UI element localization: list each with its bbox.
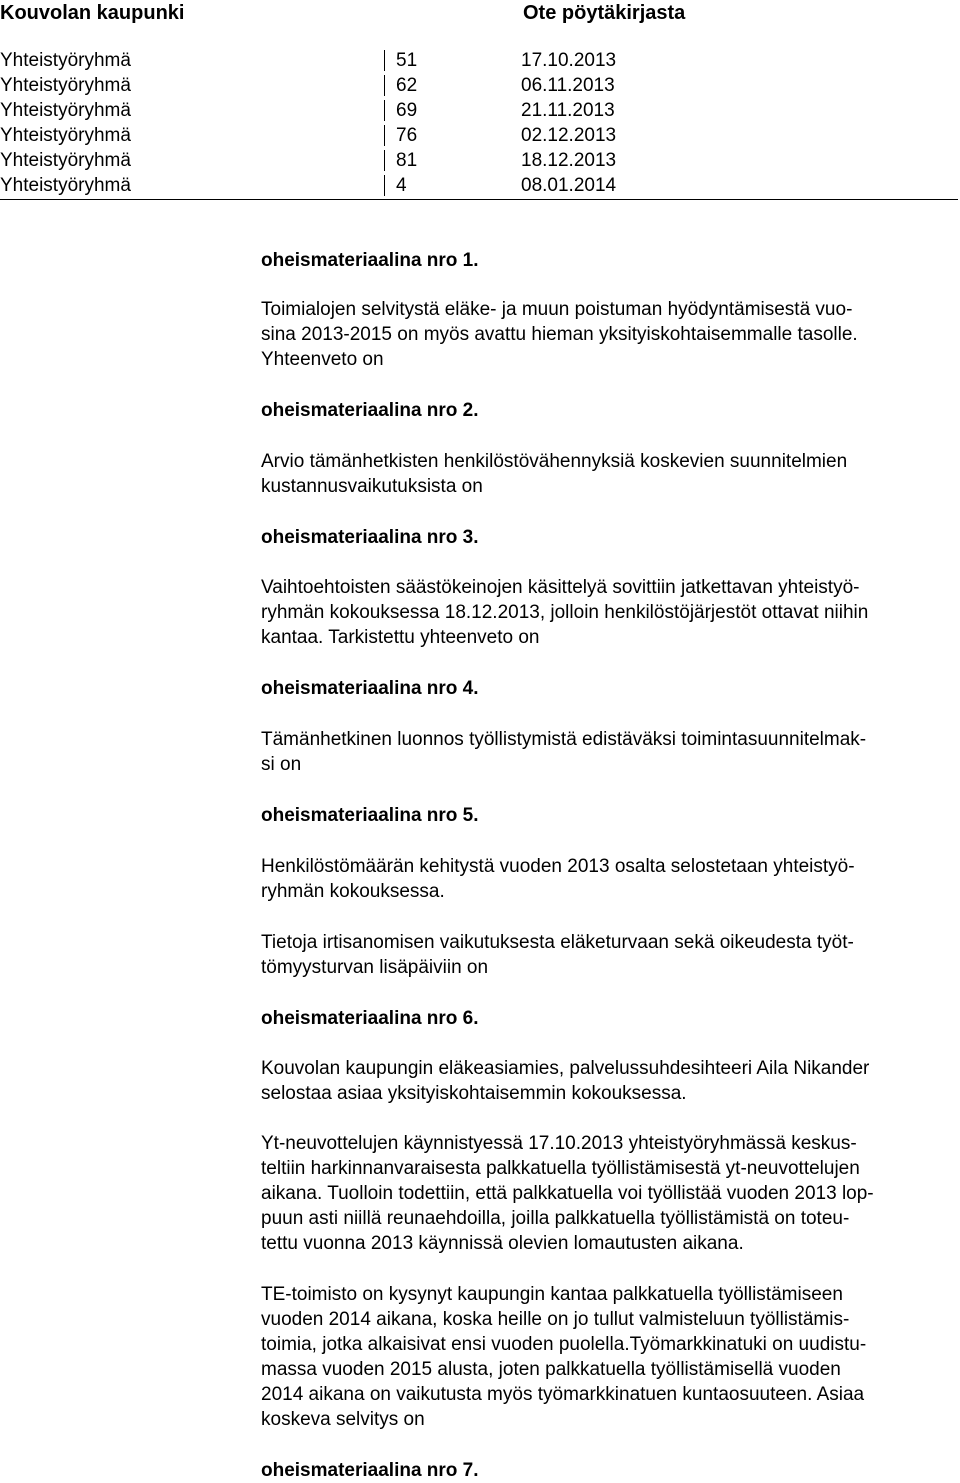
paragraph-pension-advisor	[261, 1056, 959, 1106]
meeting-date: 18.12.2013	[521, 150, 617, 171]
meeting-row	[0, 48, 958, 73]
meeting-date: 06.11.2013	[521, 75, 615, 96]
meeting-group: Yhteistyöryhmä	[0, 125, 131, 146]
paragraph-line: koskeva selvitys on	[261, 1409, 425, 1430]
annex-reference: oheismateriaalina nro 6.	[261, 1008, 479, 1029]
paragraph-line: Yt-neuvottelujen käynnistyessä 17.10.2013 yhteistyöryhmässä keskus-	[261, 1133, 857, 1154]
paragraph-line: Toimialojen selvitystä eläke- ja muun poistuman hyödyntämisestä vuo-	[261, 299, 853, 320]
paragraph-line: vuoden 2014 aikana, koska heille on jo tullut valmisteluun työllistämis-	[261, 1309, 850, 1330]
meeting-number: 62	[384, 73, 417, 98]
paragraph-line: ryhmän kokouksessa.	[261, 881, 445, 902]
meeting-group: Yhteistyöryhmä	[0, 150, 131, 171]
annex-reference: oheismateriaalina nro 4.	[261, 678, 479, 699]
paragraph-line: toimia, jotka alkaisivat ensi vuoden puolella.Työmarkkinatuki on uudistu-	[261, 1334, 867, 1355]
paragraph-employment-plan	[261, 727, 959, 777]
meeting-number: 69	[384, 98, 417, 123]
paragraph-line: ryhmän kokouksessa 18.12.2013, jolloin henkilöstöjärjestöt ottavat niihin	[261, 602, 869, 623]
meeting-group: Yhteistyöryhmä	[0, 75, 131, 96]
minutes-body	[261, 248, 959, 1483]
paragraph-line: Arvio tämänhetkisten henkilöstövähennyksiä koskevien suunnitelmien	[261, 451, 848, 472]
meeting-number: 4	[384, 173, 407, 198]
meeting-row	[0, 173, 958, 198]
annex-reference: oheismateriaalina nro 5.	[261, 805, 479, 826]
paragraph-line: kustannusvaikutuksista on	[261, 476, 483, 497]
paragraph-line: tettu vuonna 2013 käynnissä olevien lomautusten aikana.	[261, 1233, 744, 1254]
paragraph-line: puun asti niillä reunaehdoilla, joilla palkkatuella työllistämistä on toteu-	[261, 1208, 850, 1229]
paragraph-line: massa vuoden 2015 alusta, joten palkkatuella työllistämisellä vuoden	[261, 1359, 841, 1380]
paragraph-line: Henkilöstömäärän kehitystä vuoden 2013 osalta selostetaan yhteistyö-	[261, 856, 855, 877]
paragraph-te-office	[261, 1282, 959, 1432]
paragraph-savings-alternatives	[261, 575, 959, 650]
meeting-number: 81	[384, 148, 417, 173]
meeting-date: 17.10.2013	[521, 50, 617, 71]
meeting-row	[0, 148, 958, 173]
paragraph-line: aikana. Tuolloin todettiin, että palkkatuella voi työllistää vuoden 2013 lop-	[261, 1183, 874, 1204]
paragraph-line: Tietoja irtisanomisen vaikutuksesta eläketurvaan sekä oikeudesta työt-	[261, 932, 854, 953]
paragraph-cost-estimate	[261, 449, 959, 499]
paragraph-line: si on	[261, 754, 302, 775]
paragraph-line: teltiin harkinnanvaraisesta palkkatuella työllistämisestä yt-neuvottelujen	[261, 1158, 860, 1179]
document-header	[0, 0, 960, 28]
paragraph-wage-subsidy	[261, 1131, 959, 1256]
meeting-group: Yhteistyöryhmä	[0, 50, 131, 71]
meeting-number: 76	[384, 123, 417, 148]
paragraph-retirement-survey	[261, 297, 959, 372]
meeting-row	[0, 73, 958, 98]
paragraph-line: 2014 aikana on vaikutusta myös työmarkkinatuen kuntaosuuteen. Asiaa	[261, 1384, 865, 1405]
meeting-row	[0, 98, 958, 123]
paragraph-line: Kouvolan kaupungin eläkeasiamies, palvelussuhdesihteeri Aila Nikander	[261, 1058, 870, 1079]
paragraph-dismissal-pension	[261, 930, 959, 980]
meeting-number: 51	[384, 48, 417, 73]
annex-reference: oheismateriaalina nro 1.	[261, 250, 479, 271]
document-type: Ote pöytäkirjasta	[523, 2, 686, 24]
meeting-date: 02.12.2013	[521, 125, 617, 146]
annex-reference: oheismateriaalina nro 3.	[261, 527, 479, 548]
paragraph-line: Yhteenveto on	[261, 349, 384, 370]
paragraph-line: selostaa asiaa yksityiskohtaisemmin kokouksessa.	[261, 1083, 687, 1104]
meeting-list	[0, 48, 958, 200]
paragraph-line: Tämänhetkinen luonnos työllistymistä edistäväksi toimintasuunnitelmak-	[261, 729, 867, 750]
paragraph-line: tömyysturvan lisäpäiviin on	[261, 957, 489, 978]
meeting-date: 21.11.2013	[521, 100, 615, 121]
meeting-group: Yhteistyöryhmä	[0, 100, 131, 121]
organization-name: Kouvolan kaupunki	[0, 2, 185, 24]
meeting-date: 08.01.2014	[521, 175, 617, 196]
paragraph-line: kantaa. Tarkistettu yhteenveto on	[261, 627, 540, 648]
meeting-group: Yhteistyöryhmä	[0, 175, 131, 196]
annex-reference: oheismateriaalina nro 7.	[261, 1460, 479, 1481]
paragraph-line: sina 2013-2015 on myös avattu hieman yksityiskohtaisemmalle tasolle.	[261, 324, 858, 345]
paragraph-line: Vaihtoehtoisten säästökeinojen käsittelyä sovittiin jatkettavan yhteistyö-	[261, 577, 860, 598]
meeting-row	[0, 123, 958, 148]
paragraph-staff-development	[261, 854, 959, 904]
annex-reference: oheismateriaalina nro 2.	[261, 400, 479, 421]
paragraph-line: TE-toimisto on kysynyt kaupungin kantaa palkkatuella työllistämiseen	[261, 1284, 843, 1305]
